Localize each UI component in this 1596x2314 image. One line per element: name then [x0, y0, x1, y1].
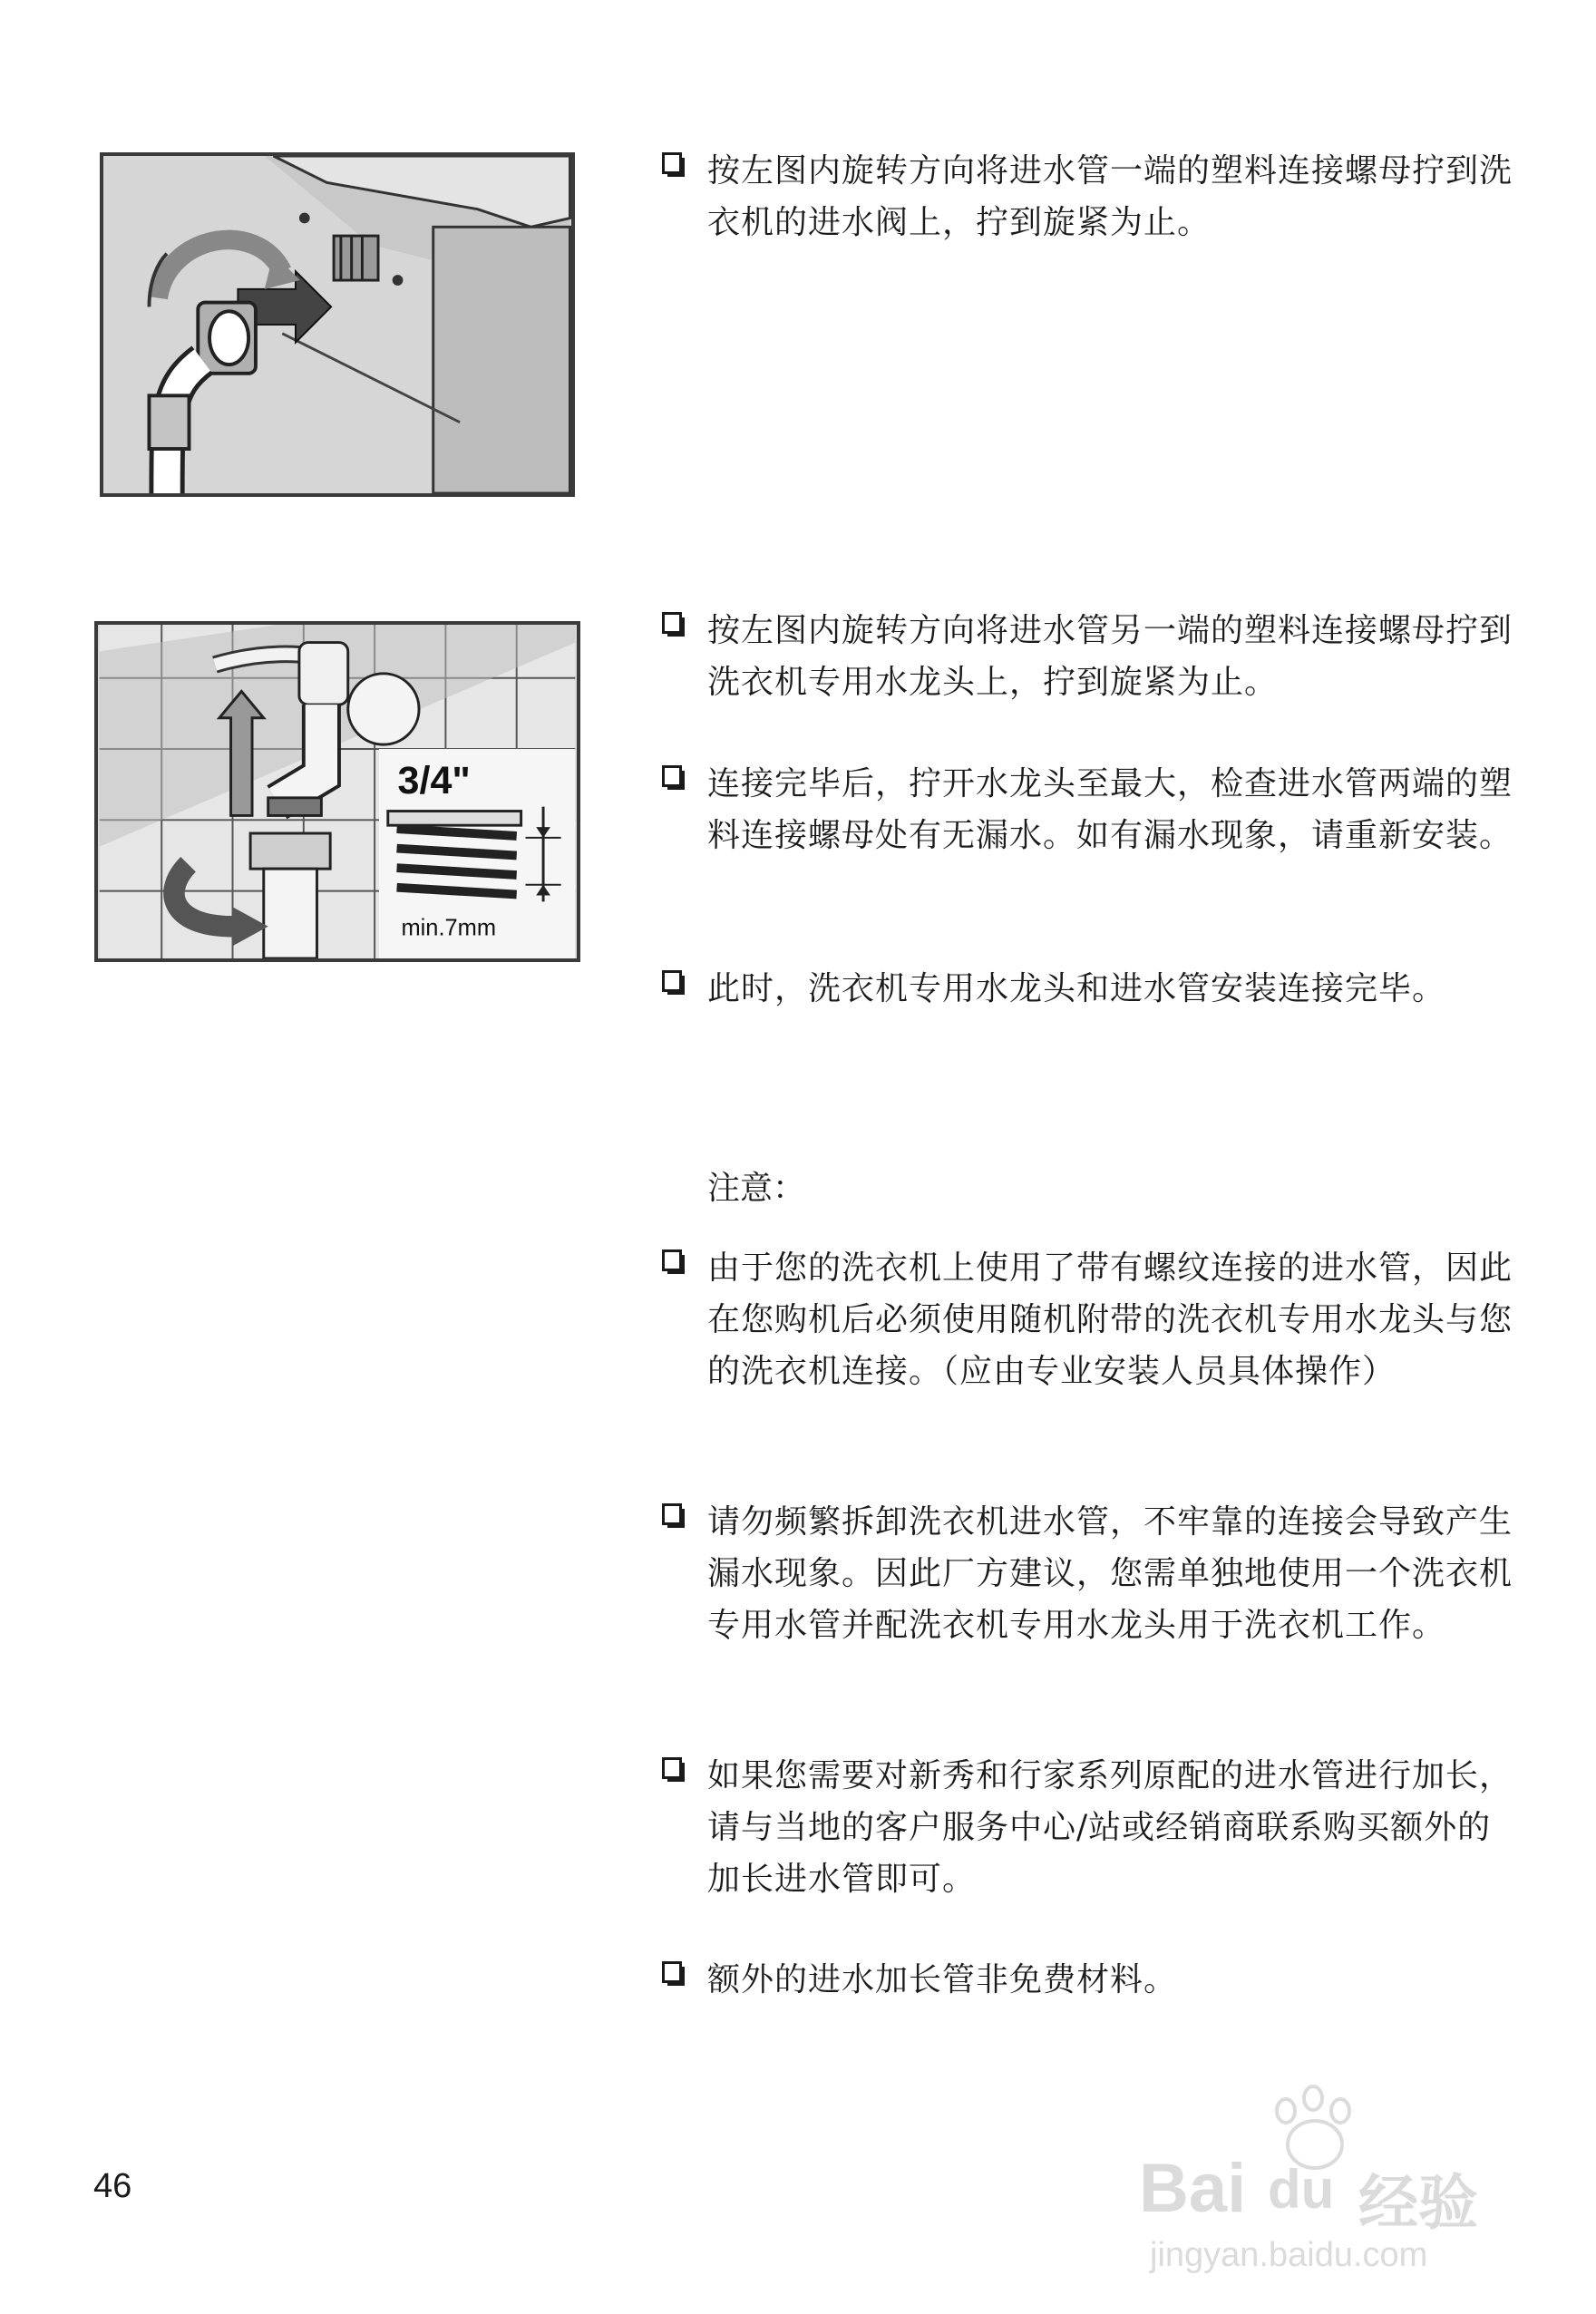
checkbox-bullet-icon	[662, 1757, 682, 1779]
note-text: 请勿频繁拆卸洗衣机进水管，不牢靠的连接会导致产生漏水现象。因此厂方建议，您需单独地使用一个洗衣机专用水管并配洗衣机专用水龙头用于洗衣机工作。	[707, 1503, 1513, 1644]
checkbox-bullet-icon	[662, 1503, 682, 1525]
min-thread-label: min.7mm	[401, 915, 497, 941]
watermark-brand-du: du	[1268, 2159, 1335, 2220]
instruction-text: 按左图内旋转方向将进水管一端的塑料连接螺母拧到洗衣机的进水阀上，拧到旋紧为止。	[707, 152, 1513, 241]
note-text: 如果您需要对新秀和行家系列原配的进水管进行加长，请与当地的客户服务中心/站或经销商联系购买额外的加长进水管即可。	[707, 1757, 1513, 1898]
fraction-label: 3/4"	[397, 758, 471, 802]
checkbox-bullet-icon	[662, 1961, 682, 1983]
note-text: 由于您的洗衣机上使用了带有螺纹连接的进水管，因此在您购机后必须使用随机附带的洗衣机专用水龙头与您的洗衣机连接。（应由专业安装人员具体操作）	[707, 1249, 1513, 1390]
instruction-item	[662, 963, 1514, 1015]
baidu-watermark	[1134, 2076, 1514, 2294]
instruction-item	[662, 605, 1514, 708]
checkbox-bullet-icon	[662, 1249, 682, 1271]
instruction-item	[662, 758, 1514, 861]
instruction-item	[662, 145, 1514, 248]
checkbox-bullet-icon	[662, 970, 682, 992]
note-text: 额外的进水加长管非免费材料。	[707, 1961, 1178, 1998]
watermark-brand: Bai	[1139, 2150, 1247, 2227]
instruction-text: 按左图内旋转方向将进水管另一端的塑料连接螺母拧到洗衣机专用水龙头上，拧到旋紧为止。	[707, 612, 1513, 701]
note-item	[662, 1496, 1514, 1651]
figure-tap-connection	[94, 621, 580, 962]
checkbox-bullet-icon	[662, 612, 682, 634]
watermark-url: jingyan.baidu.com	[1150, 2236, 1428, 2274]
checkbox-bullet-icon	[662, 152, 682, 174]
figure-inlet-valve	[100, 152, 575, 497]
note-item	[662, 1954, 1514, 2006]
instruction-text: 连接完毕后，拧开水龙头至最大，检查进水管两端的塑料连接螺母处有无漏水。如有漏水现象，请重新安装。	[707, 765, 1513, 854]
tap-connection-illustration	[98, 625, 577, 958]
note-item	[662, 1242, 1514, 1397]
inlet-valve-illustration	[103, 156, 571, 493]
page-number: 46	[93, 2167, 132, 2205]
note-title: 注意：	[707, 1170, 806, 1207]
instruction-text: 此时，洗衣机专用水龙头和进水管安装连接完毕。	[707, 970, 1446, 1007]
checkbox-bullet-icon	[662, 765, 682, 787]
note-item	[662, 1750, 1514, 1905]
watermark-brand-cn: 经验	[1358, 2168, 1478, 2238]
